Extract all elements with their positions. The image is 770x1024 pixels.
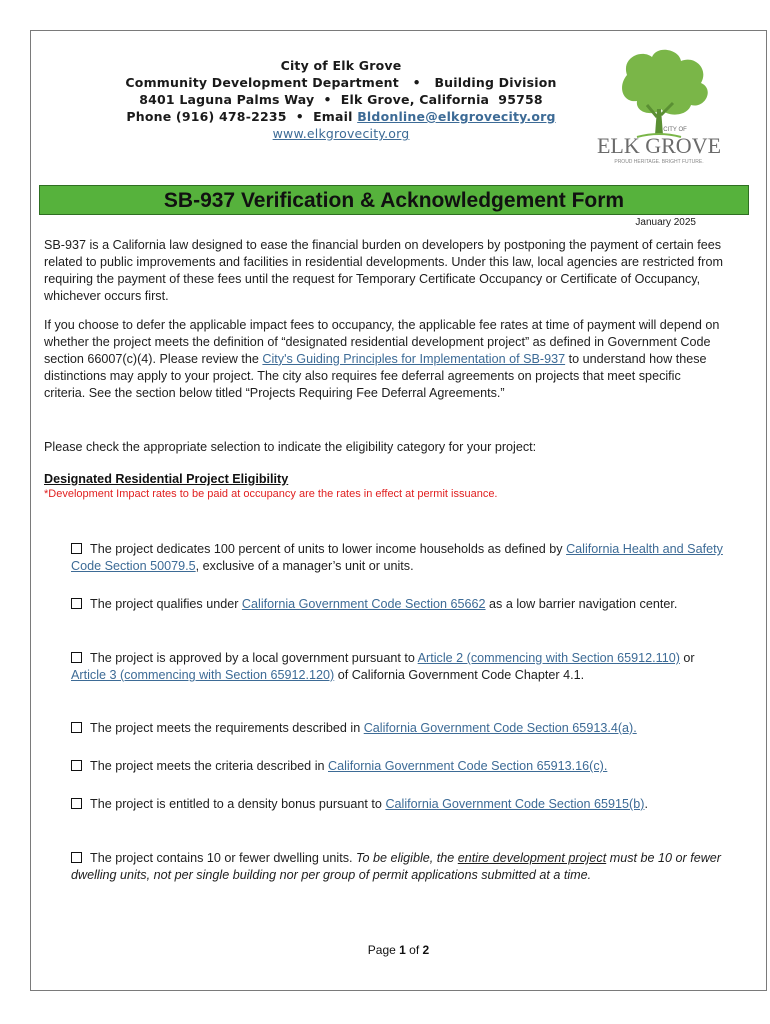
document-page [30,30,767,991]
page-footer: Page 1 of 2 [367,943,430,957]
checkbox-6[interactable] [71,798,82,809]
phone-text: Phone (916) 478-2235 • Email [126,109,358,124]
health-safety-code-link[interactable]: California Health and Safety Code Section 50079.5 [71,542,723,573]
checkbox-7[interactable] [71,852,82,863]
contact-line [31,108,651,125]
eligibility-option-3: The project is approved by a local government pursuant to Article 2 (commencing with Section 65912.110) or Article 3 (commencing with Section 65912.120) of California Government Code Chapter 4.1. [71,651,695,682]
svg-text:CITY OF: CITY OF [663,127,687,133]
gov-code-65913-4-link[interactable]: California Government Code Section 65913.4(a). [363,721,637,735]
section-note: *Development Impact rates to be paid at occupancy are the rates in effect at permit issuance. [44,488,498,500]
article-2-link[interactable]: Article 2 (commencing with Section 65912.110) [417,651,680,665]
svg-text:ELK GROVE: ELK GROVE [597,133,722,158]
form-title: SB-937 Verification & Acknowledgement Form [39,185,749,215]
checkbox-2[interactable] [71,598,82,609]
email-link[interactable]: Bldonline@elkgrovecity.org [357,109,556,124]
department-line: Community Development Department • Building Division [125,75,557,90]
intro-paragraph: SB-937 is a California law designed to ease the financial burden on developers by postponing the payment of certain fees related to public improvements and facilities in residential developments. Under this law, local agencies are restricted from requiring the payment of these fees until the request for Temporary Certificate Occupancy or Certificate of Occupancy, whichever occurs first. [44,238,723,303]
tree-icon [622,50,708,137]
instruction-text: Please check the appropriate selection to indicate the eligibility category for your project: [44,440,537,454]
checkbox-3[interactable] [71,652,82,663]
elk-grove-logo [597,47,727,165]
gov-code-65915-link[interactable]: California Government Code Section 65915(b) [385,797,645,811]
address-line: 8401 Laguna Palms Way • Elk Grove, California 95758 [139,92,543,107]
city-name: City of Elk Grove [280,58,402,73]
checkbox-4[interactable] [71,722,82,733]
letterhead [31,57,651,142]
eligibility-option-7: The project contains 10 or fewer dwelling units. To be eligible, the entire development project must be 10 or fewer dwelling units, not per single building nor per group of permit applications submitted at a time. [71,851,721,882]
eligibility-option-2: The project qualifies under California Government Code Section 65662 as a low barrier navigation center. [71,596,731,613]
eligibility-option-6: The project is entitled to a density bonus pursuant to California Government Code Section 65915(b). [71,796,731,813]
svg-text:PROUD HERITAGE. BRIGHT FUTURE.: PROUD HERITAGE. BRIGHT FUTURE. [614,159,704,165]
eligibility-option-5: The project meets the criteria described in California Government Code Section 65913.16(c). [71,758,731,775]
eligibility-option-1: The project dedicates 100 percent of units to lower income households as defined by California Health and Safety Code Section 50079.5, exclusive of a manager’s unit or units. [71,542,723,573]
checkbox-5[interactable] [71,760,82,771]
guiding-principles-link[interactable]: City's Guiding Principles for Implementation of SB-937 [262,351,566,366]
checkbox-1[interactable] [71,543,82,554]
eligibility-option-4: The project meets the requirements described in California Government Code Section 65913.4(a). [71,720,731,737]
gov-code-65662-link[interactable]: California Government Code Section 65662 [241,597,486,611]
article-3-link[interactable]: Article 3 (commencing with Section 65912.120) [71,667,335,682]
form-date: January 2025 [635,217,696,228]
website-link[interactable]: www.elkgrovecity.org [272,126,410,141]
section-title: Designated Residential Project Eligibility [44,472,289,486]
gov-code-65913-16-link[interactable]: California Government Code Section 65913.16(c). [328,759,608,773]
deferral-paragraph: If you choose to defer the applicable impact fees to occupancy, the applicable fee rates at time of payment will depend on whether the project meets the definition of “designated residential development project” as defined in Government Code section 66007(c)(4). Please review the City's Guiding Principles for Implementation of SB-937 to understand how these distinctions may apply to your project. The city also requires fee deferral agreements on projects that meet specific criteria. See the section below titled “Projects Requiring Fee Deferral Agreements.” [44,318,720,400]
